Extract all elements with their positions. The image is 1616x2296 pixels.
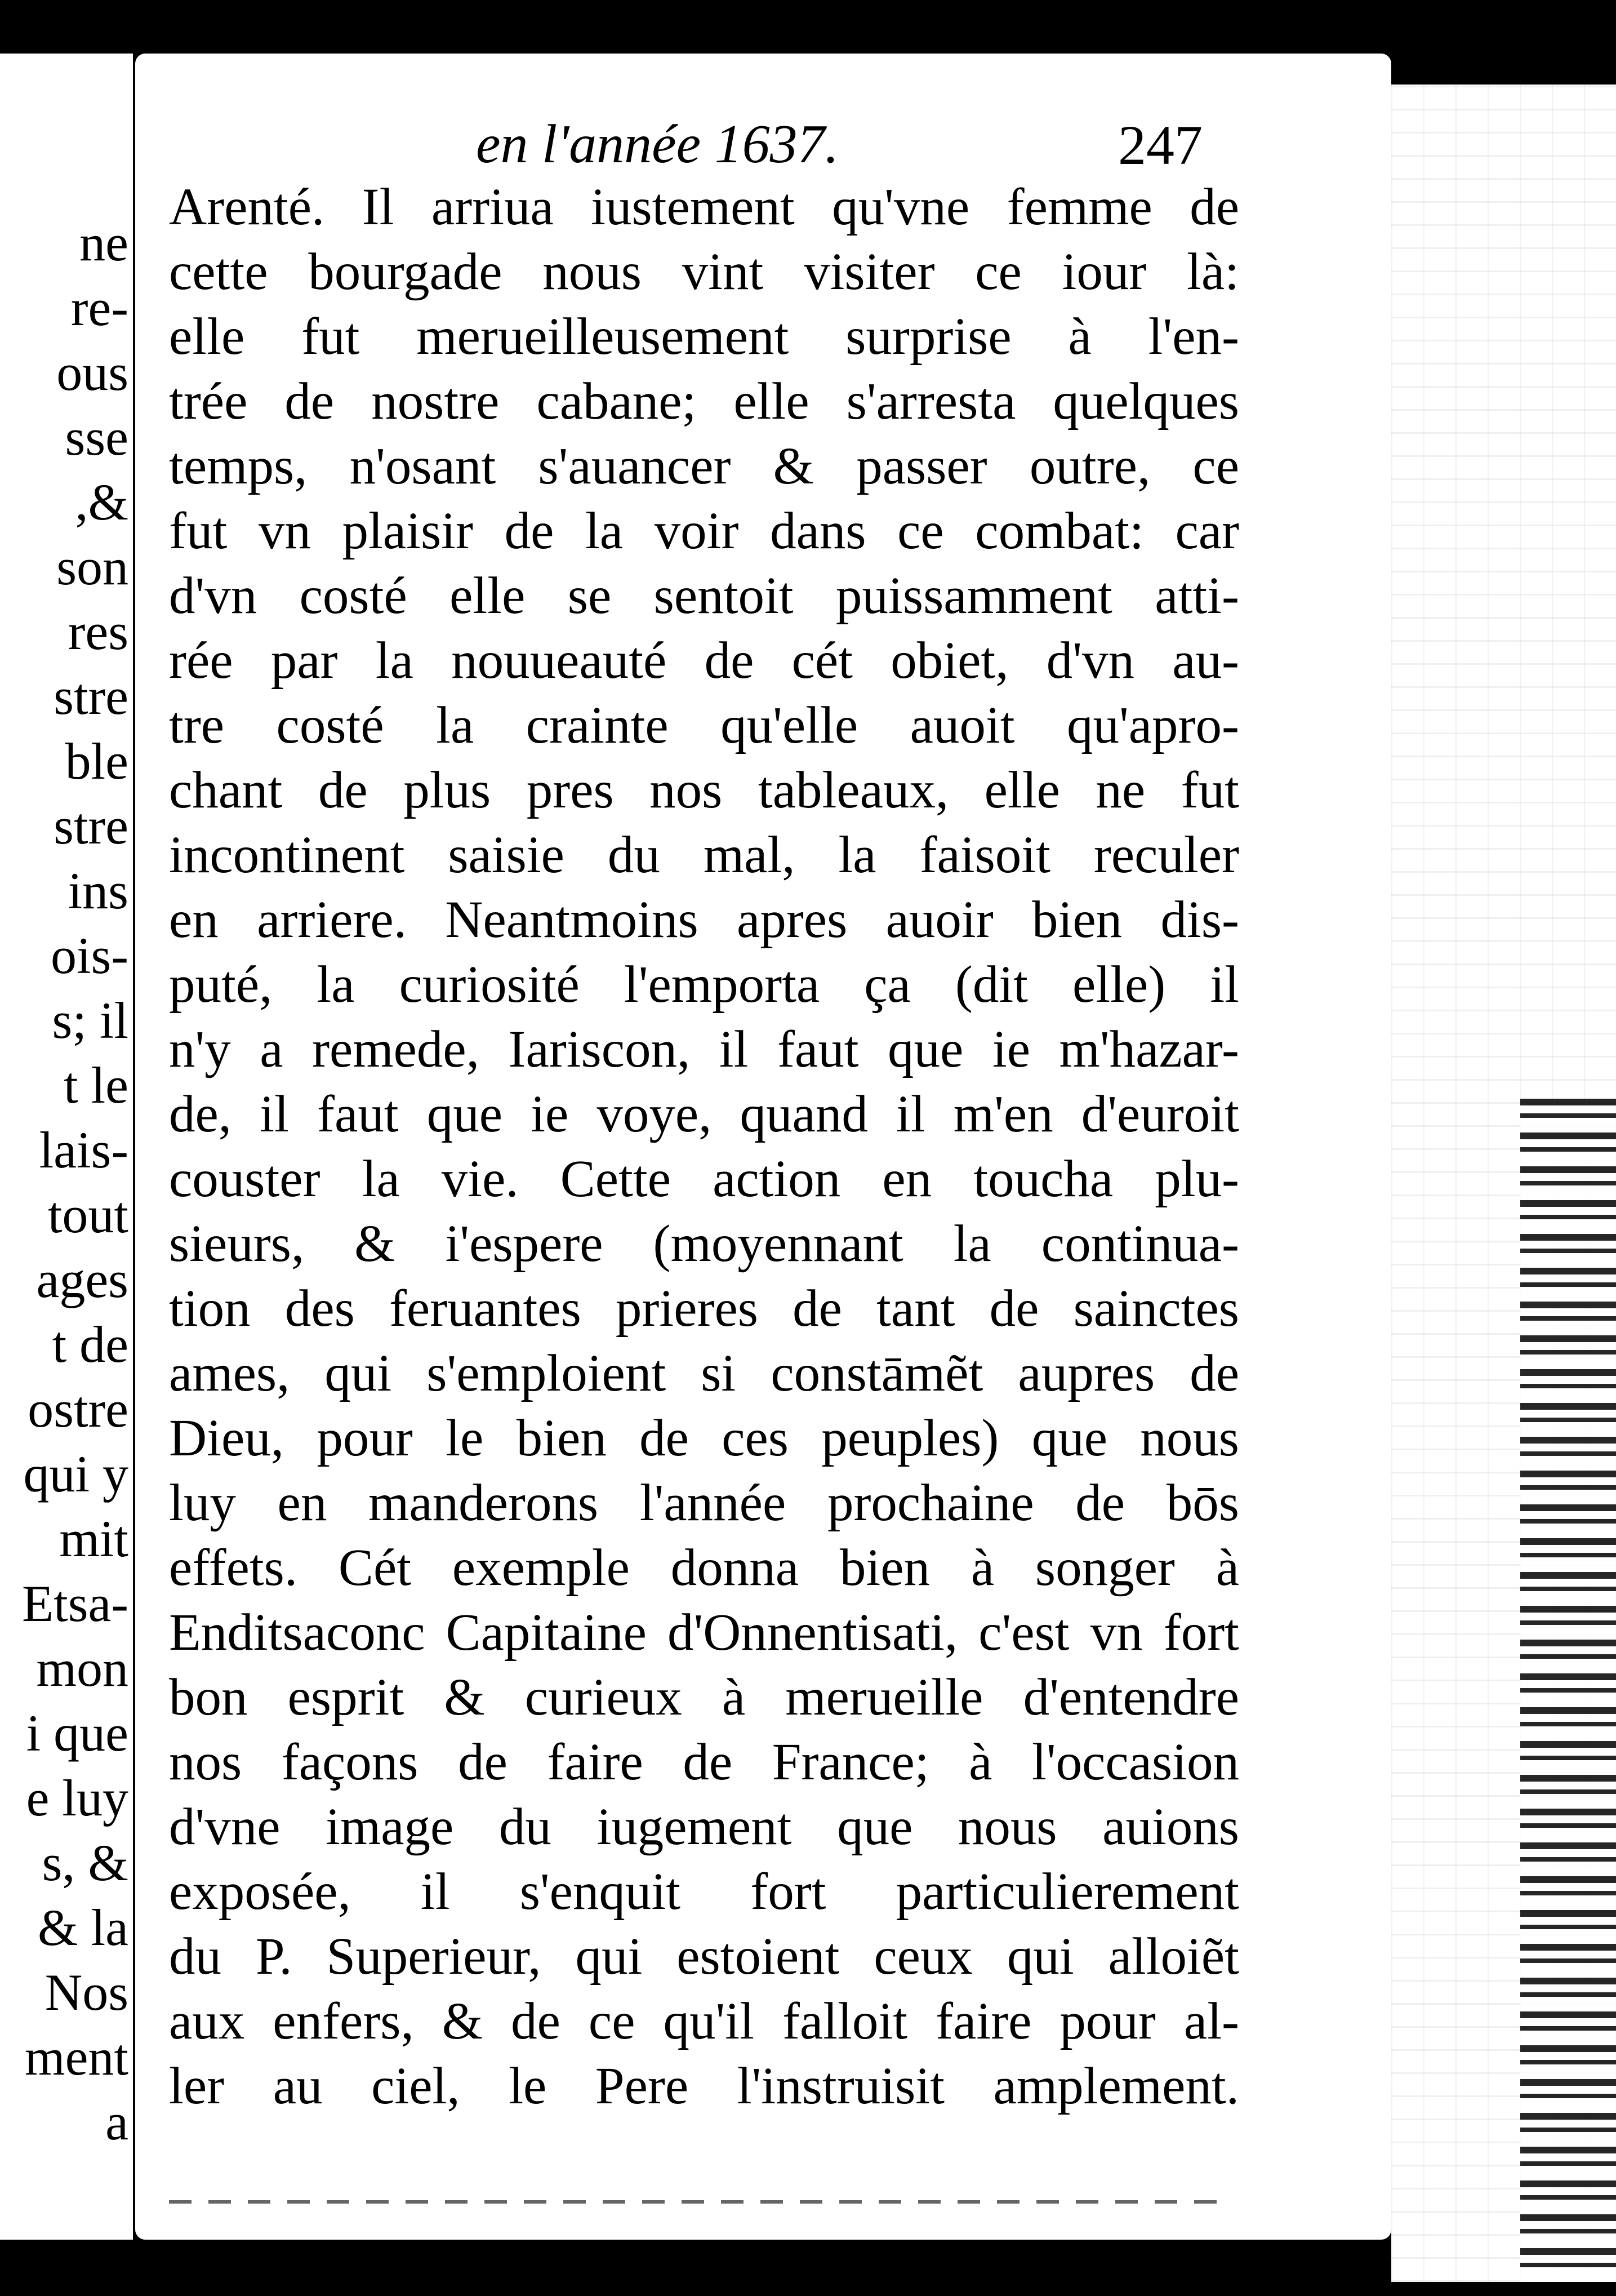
body-text xyxy=(169,175,1239,2119)
facing-page-text-fragment: ous xyxy=(56,344,128,401)
facing-page-text-fragment: Etsa- xyxy=(21,1575,128,1632)
text-line: incontinent saisie du mal, la faisoit reculer xyxy=(169,826,1239,884)
text-line: Dieu, pour le bien de ces peuples) que nous xyxy=(169,1409,1239,1467)
text-line: luy en manderons l'année prochaine de bōs xyxy=(169,1474,1239,1532)
text-line: Enditsaconc Capitaine d'Onnentisati, c'est vn fort xyxy=(169,1604,1239,1662)
text-line: rée par la nouueauté de cét obiet, d'vn au- xyxy=(169,632,1239,690)
facing-page-text-fragment: i que xyxy=(26,1704,128,1762)
facing-page-fragment xyxy=(0,54,133,2240)
text-line: trée de nostre cabane; elle s'arresta quelques xyxy=(169,372,1239,430)
text-line: nos façons de faire de France; à l'occasion xyxy=(169,1733,1239,1791)
text-line: tre costé la crainte qu'elle auoit qu'apro- xyxy=(169,696,1239,754)
text-line: ames, qui s'emploient si constāmẽt aupres de xyxy=(169,1344,1239,1402)
facing-page-text-fragment: stre xyxy=(54,668,128,725)
facing-page-text-fragment: son xyxy=(56,538,128,596)
text-line: de, il faut que ie voye, quand il m'en d'euroit xyxy=(169,1085,1239,1143)
facing-page-text-fragment: ins xyxy=(68,862,128,920)
facing-page-text-fragment: sse xyxy=(65,408,128,466)
facing-page-text-fragment: mit xyxy=(59,1510,128,1567)
facing-page-text-fragment: res xyxy=(68,603,128,660)
facing-page-text-fragment: s, & xyxy=(42,1834,128,1891)
facing-page-text-fragment: stre xyxy=(54,797,128,855)
facing-page-text-fragment: ment xyxy=(25,2028,128,2086)
facing-page-text-fragment: t de xyxy=(52,1316,128,1373)
facing-page-text-fragment: a xyxy=(105,2093,128,2151)
facing-page-text-fragment: s; il xyxy=(52,992,128,1049)
text-line: puté, la curiosité l'emporta ça (dit elle) il xyxy=(169,956,1239,1014)
facing-page-text-fragment: ble xyxy=(65,732,128,790)
facing-page-text-fragment: lais- xyxy=(39,1121,128,1179)
facing-page-text-fragment: & la xyxy=(38,1899,128,1956)
text-line: du P. Superieur, qui estoient ceux qui alloiẽt xyxy=(169,1928,1239,1986)
text-line: Arenté. Il arriua iustement qu'vne femme de xyxy=(169,178,1239,236)
facing-page-text-fragment: ,& xyxy=(75,473,128,531)
text-line: d'vn costé elle se sentoit puissamment atti- xyxy=(169,567,1239,625)
facing-page-text-fragment: ois- xyxy=(51,927,128,984)
facing-page-text-fragment: ages xyxy=(36,1251,128,1308)
facing-page-text-fragment: e luy xyxy=(26,1769,128,1827)
facing-page-text-fragment: re- xyxy=(70,279,128,336)
text-line: chant de plus pres nos tableaux, elle ne fut xyxy=(169,761,1239,819)
text-line: exposée, il s'enquit fort particulierement xyxy=(169,1863,1239,1921)
facing-page-text-fragment: Nos xyxy=(44,1964,128,2021)
text-line: n'y a remede, Iariscon, il faut que ie m'hazar- xyxy=(169,1020,1239,1078)
facing-page-text-fragment: ostre xyxy=(28,1380,128,1438)
text-line: ler au ciel, le Pere l'instruisit amplement. xyxy=(169,2057,1239,2115)
text-line: effets. Cét exemple donna bien à songer à xyxy=(169,1539,1239,1597)
text-line: fut vn plaisir de la voir dans ce combat: car xyxy=(169,502,1239,560)
running-head: en l'année 1637. xyxy=(476,114,839,175)
text-line: en arriere. Neantmoins apres auoir bien dis- xyxy=(169,891,1239,949)
text-line: sieurs, & i'espere (moyennant la continua- xyxy=(169,1215,1239,1273)
text-line: aux enfers, & de ce qu'il falloit faire pour al- xyxy=(169,1992,1239,2050)
text-line: tion des feruantes prieres de tant de sainctes xyxy=(169,1280,1239,1338)
facing-page-text-fragment: tout xyxy=(47,1186,128,1244)
text-line: temps, n'osant s'auancer & passer outre, ce xyxy=(169,437,1239,495)
facing-page-text-fragment: qui y xyxy=(23,1445,128,1503)
facing-page-text-fragment: mon xyxy=(36,1640,128,1697)
bottom-rule xyxy=(169,2200,1228,2204)
text-line: couster la vie. Cette action en toucha plu- xyxy=(169,1150,1239,1208)
page-edge-scan-noise xyxy=(1391,85,1616,2282)
text-line: cette bourgade nous vint visiter ce iour là: xyxy=(169,243,1239,301)
text-line: d'vne image du iugement que nous auions xyxy=(169,1798,1239,1856)
text-line: bon esprit & curieux à merueille d'entendre xyxy=(169,1668,1239,1726)
facing-page-text-fragment: ne xyxy=(79,214,128,272)
text-line: elle fut merueilleusement surprise à l'en- xyxy=(169,308,1239,366)
page-number: 247 xyxy=(1118,114,1203,176)
facing-page-text-fragment: t le xyxy=(64,1056,128,1114)
